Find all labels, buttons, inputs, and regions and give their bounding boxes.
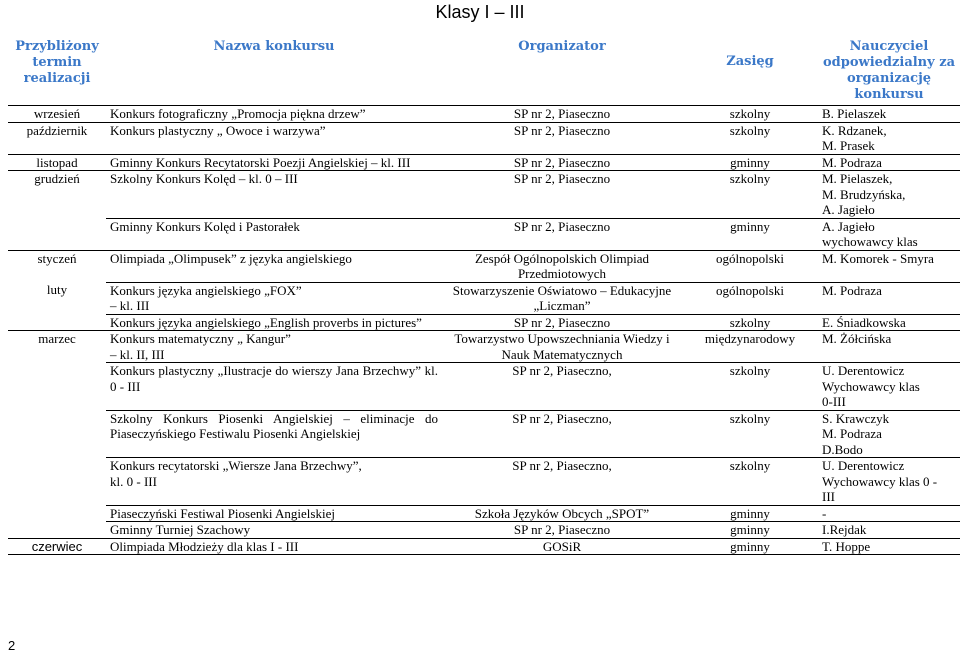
cell-scope: ogólnopolski xyxy=(682,282,818,314)
cell-term: marzec xyxy=(38,331,76,346)
cell-scope: szkolny xyxy=(682,122,818,154)
cell-name: Konkurs języka angielskiego „FOX” – kl. III xyxy=(106,282,442,314)
cell-term xyxy=(8,218,106,250)
cell-teacher: M. Podraza xyxy=(818,154,960,171)
cell-name: Szkolny Konkurs Kolęd – kl. 0 – III xyxy=(106,171,442,219)
table-row xyxy=(8,331,960,363)
cell-organizer: Stowarzyszenie Oświatowo – Edukacyjne „Liczman” xyxy=(442,282,682,314)
cell-name: Gminny Konkurs Kolęd i Pastorałek xyxy=(106,218,442,250)
cell-term xyxy=(8,458,106,506)
cell-teacher: K. Rdzanek, M. Prasek xyxy=(818,122,960,154)
cell-organizer: SP nr 2, Piaseczno xyxy=(442,218,682,250)
cell-teacher: - xyxy=(818,505,960,522)
cell-organizer: SP nr 2, Piaseczno, xyxy=(442,458,682,506)
cell-organizer: SP nr 2, Piaseczno xyxy=(442,106,682,123)
cell-term: listopad xyxy=(8,154,106,171)
cell-teacher: A. Jagieło wychowawcy klas xyxy=(818,218,960,250)
cell-term: październik xyxy=(8,122,106,154)
cell-organizer: Zespół Ogólnopolskich Olimpiad Przedmiotowych xyxy=(442,250,682,282)
cell-name: Piaseczyński Festiwal Piosenki Angielskiej xyxy=(106,505,442,522)
cell-teacher: M. Pielaszek, M. Brudzyńska, A. Jagieło xyxy=(818,171,960,219)
page-number: 2 xyxy=(8,638,16,653)
cell-teacher: M. Podraza xyxy=(818,282,960,314)
cell-organizer: SP nr 2, Piaseczno xyxy=(442,522,682,539)
cell-scope: międzynarodowy xyxy=(682,331,818,363)
header-organizer: Organizator xyxy=(442,37,682,106)
table-row xyxy=(8,505,960,522)
cell-name: Olimpiada „Olimpusek” z języka angielskiego xyxy=(106,250,442,282)
cell-organizer: SP nr 2, Piaseczno xyxy=(442,171,682,219)
cell-term: czerwiec xyxy=(8,538,106,555)
cell-term: styczeń xyxy=(37,250,77,266)
cell-name: Szkolny Konkurs Piosenki Angielskiej – eliminacje do Piaseczyńskiego Festiwalu Piosenki Angielskiej xyxy=(106,410,442,458)
cell-organizer: Towarzystwo Upowszechniania Wiedzy i Nauk Matematycznych xyxy=(442,331,682,363)
competitions-table xyxy=(8,37,960,555)
cell-teacher: U. Derentowicz Wychowawcy klas 0 - III xyxy=(818,458,960,506)
cell-term xyxy=(8,314,106,331)
table-row xyxy=(8,282,960,314)
table-row xyxy=(8,538,960,555)
cell-organizer: GOSiR xyxy=(442,538,682,555)
cell-term xyxy=(8,363,106,411)
cell-teacher: M. Komorek - Smyra xyxy=(818,250,960,282)
cell-teacher: S. Krawczyk M. Podraza D.Bodo xyxy=(818,410,960,458)
cell-term: grudzień xyxy=(34,171,80,186)
table-row xyxy=(8,458,960,506)
cell-name: Gminny Turniej Szachowy xyxy=(106,522,442,539)
cell-organizer: SP nr 2, Piaseczno xyxy=(442,122,682,154)
cell-scope: szkolny xyxy=(682,458,818,506)
cell-teacher: B. Pielaszek xyxy=(818,106,960,123)
cell-organizer: SP nr 2, Piaseczno xyxy=(442,154,682,171)
table-row xyxy=(8,522,960,539)
header-term: Przybliżony termin realizacji xyxy=(8,37,106,106)
cell-scope: szkolny xyxy=(682,410,818,458)
cell-organizer: Szkoła Języków Obcych „SPOT” xyxy=(442,505,682,522)
cell-name: Konkurs recytatorski „Wiersze Jana Brzechwy”, kl. 0 - III xyxy=(106,458,442,506)
cell-term: wrzesień xyxy=(8,106,106,123)
cell-scope: gminny xyxy=(682,538,818,555)
table-row xyxy=(8,122,960,154)
table-row xyxy=(8,171,960,219)
cell-scope: ogólnopolski xyxy=(682,250,818,282)
cell-teacher: E. Śniadkowska xyxy=(818,314,960,331)
cell-name: Gminny Konkurs Recytatorski Poezji Angielskiej – kl. III xyxy=(106,154,442,171)
cell-scope: szkolny xyxy=(682,171,818,219)
table-row xyxy=(8,363,960,411)
cell-teacher: U. Derentowicz Wychowawcy klas 0-III xyxy=(818,363,960,411)
cell-term xyxy=(8,522,106,539)
cell-scope: gminny xyxy=(682,218,818,250)
cell-name: Konkurs matematyczny „ Kangur” – kl. II, III xyxy=(106,331,442,363)
table-row xyxy=(8,410,960,458)
table-row xyxy=(8,314,960,331)
cell-scope: szkolny xyxy=(682,106,818,123)
cell-scope: szkolny xyxy=(682,314,818,331)
table-row xyxy=(8,154,960,171)
cell-name: Konkurs plastyczny „Ilustracje do wierszy Jana Brzechwy” kl. 0 - III xyxy=(106,363,442,411)
cell-name: Konkurs fotograficzny „Promocja piękna drzew” xyxy=(106,106,442,123)
cell-term xyxy=(8,410,106,458)
cell-name: Konkurs języka angielskiego „English proverbs in pictures” xyxy=(106,314,442,331)
header-name: Nazwa konkursu xyxy=(106,37,442,106)
table-row xyxy=(8,106,960,123)
cell-scope: szkolny xyxy=(682,363,818,411)
page-title: Klasy I – III xyxy=(435,2,525,22)
cell-name: Konkurs plastyczny „ Owoce i warzywa” xyxy=(106,122,442,154)
cell-organizer: SP nr 2, Piaseczno xyxy=(442,314,682,331)
table-header-row xyxy=(8,37,960,106)
cell-scope: gminny xyxy=(682,154,818,171)
cell-scope: gminny xyxy=(682,522,818,539)
cell-term xyxy=(8,505,106,522)
table-row xyxy=(8,250,960,282)
cell-term: luty xyxy=(46,282,68,297)
table-row xyxy=(8,218,960,250)
header-scope: Zasięg xyxy=(682,37,818,106)
header-teacher: Nauczyciel odpowiedzialny za organizację konkursu xyxy=(818,37,960,106)
cell-organizer: SP nr 2, Piaseczno, xyxy=(442,410,682,458)
cell-organizer: SP nr 2, Piaseczno, xyxy=(442,363,682,411)
cell-teacher: I.Rejdak xyxy=(818,522,960,539)
cell-name: Olimpiada Młodzieży dla klas I - III xyxy=(106,538,442,555)
cell-teacher: T. Hoppe xyxy=(818,538,960,555)
cell-scope: gminny xyxy=(682,505,818,522)
cell-teacher: M. Żółcińska xyxy=(818,331,960,363)
